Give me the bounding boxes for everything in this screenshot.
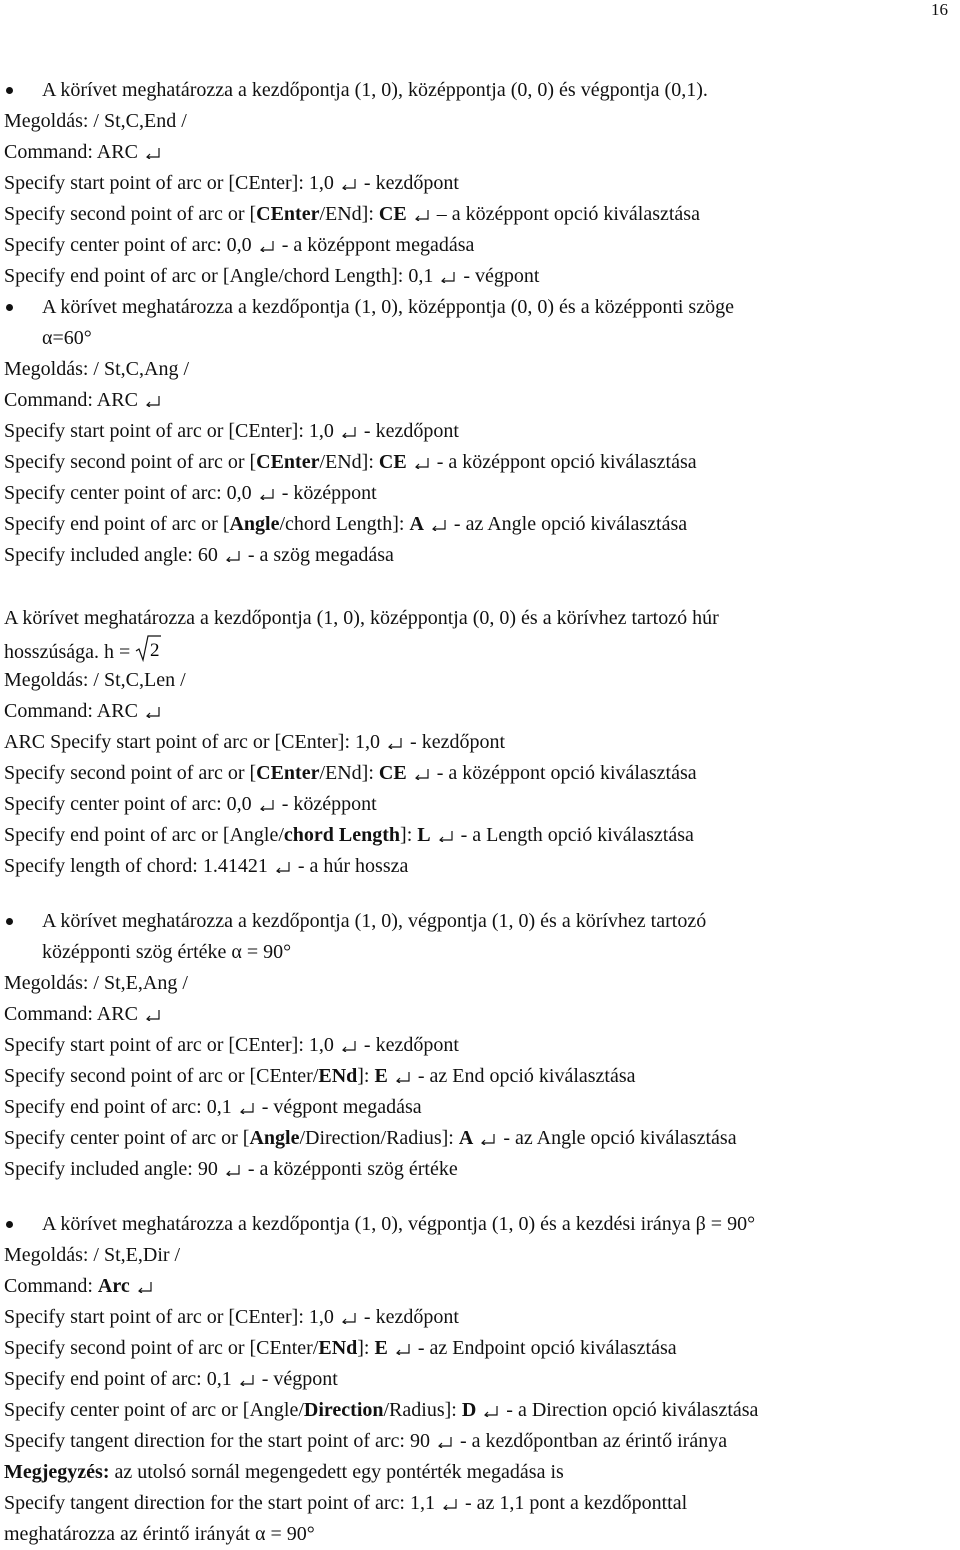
- bold-text: CEnter: [256, 203, 320, 225]
- text-line: [4, 230, 954, 261]
- line-text: - az 1,1 pont a kezdőponttal: [459, 1492, 688, 1514]
- bullet-icon: [6, 304, 13, 311]
- line-text: középponti szög értéke α = 90°: [42, 941, 292, 963]
- enter-key-icon: [483, 1406, 499, 1417]
- enter-key-icon: [341, 1041, 357, 1052]
- text-line: [4, 727, 954, 758]
- line-text: - a kezdőpontban az érintő iránya: [454, 1430, 728, 1452]
- line-text: Specify center point of arc: 0,0: [4, 234, 257, 256]
- text-line: [4, 999, 954, 1030]
- line-text: Megoldás: / St,E,Dir /: [4, 1244, 181, 1266]
- line-text: az utolsó sornál megengedett egy pontérték megadása is: [109, 1461, 564, 1483]
- text-line: [4, 478, 954, 509]
- line-text: - az Angle opció kiválasztása: [448, 513, 688, 535]
- line-text: - a középponti szög értéke: [242, 1158, 458, 1180]
- line-text: /chord Length]:: [279, 513, 410, 535]
- line-text: [407, 203, 412, 225]
- line-text: - a középpont opció kiválasztása: [431, 762, 697, 784]
- line-text: - kezdőpont: [358, 172, 459, 194]
- line-text: Megoldás: / St,C,Ang /: [4, 358, 190, 380]
- bullet-icon: [6, 87, 13, 94]
- text-line: [4, 1364, 954, 1395]
- text-line: [4, 968, 954, 999]
- line-text: Specify end point of arc: 0,1: [4, 1096, 237, 1118]
- line-text: A körívet meghatározza a kezdőpontja (1, 0), végpontja (1, 0) és a körívhez tartozó: [42, 910, 707, 932]
- line-text: hosszúsága.: [4, 641, 104, 663]
- text-line: [4, 416, 954, 447]
- line-text: Specify length of chord: 1.41421: [4, 855, 273, 877]
- text-line: [4, 261, 954, 292]
- line-text: Megoldás: / St,E,Ang /: [4, 972, 188, 994]
- text-line: [4, 1030, 954, 1061]
- line-text: ]:: [357, 1065, 375, 1087]
- enter-key-icon: [145, 396, 161, 407]
- line-text: Specify start point of arc or [CEnter]: 1,0: [4, 1034, 339, 1056]
- text-line: [4, 137, 954, 168]
- line-text: Specify second point of arc or [: [4, 451, 257, 473]
- line-text: α=60°: [42, 327, 92, 349]
- line-text: h =: [103, 641, 136, 663]
- bold-text: Direction: [303, 1399, 384, 1421]
- line-text: Specify included angle: 90: [4, 1158, 223, 1180]
- line-text: [424, 513, 429, 535]
- line-text: - az End opció kiválasztása: [412, 1065, 636, 1087]
- document-body: [4, 75, 954, 1550]
- line-text: Specify tangent direction for the start point of arc: 1,1: [4, 1492, 440, 1514]
- line-text: [473, 1127, 478, 1149]
- enter-key-icon: [259, 241, 275, 252]
- text-line: [4, 199, 954, 230]
- line-text: Specify second point of arc or [: [4, 203, 257, 225]
- text-line: [4, 168, 954, 199]
- bold-text: Angle: [249, 1127, 300, 1149]
- line-text: /ENd]:: [319, 203, 379, 225]
- enter-key-icon: [395, 1344, 411, 1355]
- enter-key-icon: [137, 1282, 153, 1293]
- enter-key-icon: [395, 1072, 411, 1083]
- bold-text: Megjegyzés:: [4, 1461, 110, 1483]
- line-text: meghatározza az érintő irányát α = 90°: [4, 1523, 315, 1545]
- text-line: [4, 1302, 954, 1333]
- enter-key-icon: [225, 1165, 241, 1176]
- line-text: - az Angle opció kiválasztása: [498, 1127, 737, 1149]
- line-text: /ENd]:: [319, 762, 379, 784]
- text-line: [4, 106, 954, 137]
- line-text: - végpont: [458, 265, 540, 287]
- enter-key-icon: [414, 210, 430, 221]
- line-text: [407, 762, 412, 784]
- line-text: Specify center point of arc or [: [4, 1127, 250, 1149]
- enter-key-icon: [259, 489, 275, 500]
- enter-key-icon: [341, 427, 357, 438]
- line-text: [130, 1275, 135, 1297]
- line-text: [476, 1399, 481, 1421]
- bold-text: L: [417, 824, 431, 846]
- line-text: ]:: [400, 824, 418, 846]
- bullet-item: [4, 1209, 954, 1240]
- spacer: [4, 882, 954, 906]
- text-line: [4, 1061, 954, 1092]
- enter-key-icon: [341, 179, 357, 190]
- line-text: Specify second point of arc or [CEnter/: [4, 1337, 319, 1359]
- text-line: [4, 323, 954, 354]
- line-text: - a Length opció kiválasztása: [455, 824, 694, 846]
- enter-key-icon: [239, 1103, 255, 1114]
- line-text: - a Direction opció kiválasztása: [501, 1399, 759, 1421]
- line-text: Specify center point of arc or [Angle/: [4, 1399, 304, 1421]
- line-text: - a szög megadása: [242, 544, 394, 566]
- text-line: [4, 1123, 954, 1154]
- line-text: /Direction/Radius]:: [299, 1127, 459, 1149]
- text-line: [4, 1333, 954, 1364]
- bullet-icon: [6, 918, 13, 925]
- line-text: Specify end point of arc or [: [4, 513, 230, 535]
- spacer: [4, 1185, 954, 1209]
- text-line: [4, 1154, 954, 1185]
- line-text: - végpont: [256, 1368, 338, 1390]
- text-line: [4, 1395, 954, 1426]
- bold-text: Angle: [229, 513, 280, 535]
- line-text: [431, 824, 436, 846]
- enter-key-icon: [387, 738, 403, 749]
- bold-text: chord Length: [283, 824, 401, 846]
- line-text: Specify second point of arc or [CEnter/: [4, 1065, 319, 1087]
- enter-key-icon: [442, 1499, 458, 1510]
- line-text: - kezdőpont: [358, 1306, 459, 1328]
- text-line: [4, 540, 954, 571]
- line-text: Specify tangent direction for the start point of arc: 90: [4, 1430, 435, 1452]
- bold-text: ENd: [318, 1065, 358, 1087]
- text-line: [4, 1457, 954, 1488]
- text-line: [4, 665, 954, 696]
- bold-text: CEnter: [256, 762, 320, 784]
- enter-key-icon: [440, 272, 456, 283]
- bold-text: A: [409, 513, 424, 535]
- text-line: [4, 758, 954, 789]
- enter-key-icon: [431, 520, 447, 531]
- line-text: Specify start point of arc or [CEnter]: 1,0: [4, 1306, 339, 1328]
- line-text: - kezdőpont: [358, 420, 459, 442]
- line-text: A körívet meghatározza a kezdőpontja (1, 0), végpontja (1, 0) és a kezdési iránya β = 90°: [42, 1213, 756, 1235]
- line-text: Specify included angle: 60: [4, 544, 223, 566]
- bold-text: A: [458, 1127, 474, 1149]
- text-line: [4, 447, 954, 478]
- line-text: Specify end point of arc or [Angle/chord Length]: 0,1: [4, 265, 439, 287]
- text-line: [4, 354, 954, 385]
- sqrt-radicand: 2: [150, 640, 160, 661]
- enter-key-icon: [437, 1437, 453, 1448]
- bullet-item: [4, 75, 954, 106]
- line-text: /ENd]:: [319, 451, 379, 473]
- enter-key-icon: [145, 1010, 161, 1021]
- text-line: [4, 851, 954, 882]
- bullet-icon: [6, 1221, 13, 1228]
- enter-key-icon: [145, 707, 161, 718]
- enter-key-icon: [414, 458, 430, 469]
- line-text: [388, 1337, 393, 1359]
- text-line: [4, 820, 954, 851]
- line-text: Specify end point of arc: 0,1: [4, 1368, 237, 1390]
- line-text: A körívet meghatározza a kezdőpontja (1, 0), középpontja (0, 0) és végpontja (0,1).: [42, 79, 708, 101]
- line-text: A körívet meghatározza a kezdőpontja (1, 0), középpontja (0, 0) és a körívhez tartozó húr: [4, 607, 719, 629]
- bold-text: E: [374, 1337, 388, 1359]
- text-line: [4, 696, 954, 727]
- line-text: - a húr hossza: [292, 855, 409, 877]
- bold-text: D: [461, 1399, 477, 1421]
- line-text: ARC Specify start point of arc or [CEnter]: 1,0: [4, 731, 386, 753]
- line-text: - a középpont megadása: [276, 234, 475, 256]
- text-line: [4, 385, 954, 416]
- line-text: A körívet meghatározza a kezdőpontja (1, 0), középpontja (0, 0) és a középponti szöge: [42, 296, 734, 318]
- bold-text: E: [374, 1065, 388, 1087]
- spacer: [4, 571, 954, 603]
- bold-text: Arc: [97, 1275, 130, 1297]
- line-text: Command: ARC: [4, 1003, 143, 1025]
- line-text: Megoldás: / St,C,Len /: [4, 669, 186, 691]
- enter-key-icon: [341, 1313, 357, 1324]
- text-line: [4, 1240, 954, 1271]
- line-text: - a középpont opció kiválasztása: [431, 451, 697, 473]
- text-line: [4, 1092, 954, 1123]
- enter-key-icon: [480, 1134, 496, 1145]
- bullet-item: [4, 292, 954, 323]
- line-text: Command: ARC: [4, 700, 143, 722]
- text-line: [4, 1488, 954, 1519]
- line-text: – a középpont opció kiválasztása: [431, 203, 700, 225]
- line-text: [388, 1065, 393, 1087]
- line-text: - kezdőpont: [405, 731, 506, 753]
- text-line: [4, 634, 954, 665]
- line-text: Megoldás: / St,C,End /: [4, 110, 187, 132]
- line-text: Specify center point of arc: 0,0: [4, 482, 257, 504]
- bold-text: CEnter: [256, 451, 320, 473]
- bold-text: ENd: [318, 1337, 358, 1359]
- text-line: [4, 1271, 954, 1302]
- enter-key-icon: [275, 862, 291, 873]
- line-text: Specify start point of arc or [CEnter]: 1,0: [4, 172, 339, 194]
- line-text: - középpont: [276, 482, 377, 504]
- bold-text: CE: [378, 762, 407, 784]
- line-text: - végpont megadása: [256, 1096, 422, 1118]
- text-line: [4, 789, 954, 820]
- line-text: Specify center point of arc: 0,0: [4, 793, 257, 815]
- line-text: Specify end point of arc or [Angle/: [4, 824, 284, 846]
- enter-key-icon: [239, 1375, 255, 1386]
- enter-key-icon: [225, 551, 241, 562]
- enter-key-icon: [414, 769, 430, 780]
- line-text: [407, 451, 412, 473]
- line-text: Specify start point of arc or [CEnter]: 1,0: [4, 420, 339, 442]
- enter-key-icon: [259, 800, 275, 811]
- line-text: Command: ARC: [4, 141, 143, 163]
- enter-key-icon: [438, 831, 454, 842]
- bullet-item: [4, 906, 954, 937]
- text-line: [4, 603, 954, 634]
- line-text: - középpont: [276, 793, 377, 815]
- line-text: Specify second point of arc or [: [4, 762, 257, 784]
- page-number: 16: [931, 0, 948, 19]
- line-text: /Radius]:: [383, 1399, 462, 1421]
- line-text: - az Endpoint opció kiválasztása: [412, 1337, 677, 1359]
- text-line: [4, 1426, 954, 1457]
- enter-key-icon: [145, 148, 161, 159]
- text-line: [4, 1519, 954, 1550]
- line-text: - kezdőpont: [358, 1034, 459, 1056]
- text-line: [4, 509, 954, 540]
- bold-text: CE: [378, 203, 407, 225]
- line-text: Command: ARC: [4, 389, 143, 411]
- line-text: ]:: [357, 1337, 375, 1359]
- bold-text: CE: [378, 451, 407, 473]
- text-line: [4, 937, 954, 968]
- line-text: Command:: [4, 1275, 98, 1297]
